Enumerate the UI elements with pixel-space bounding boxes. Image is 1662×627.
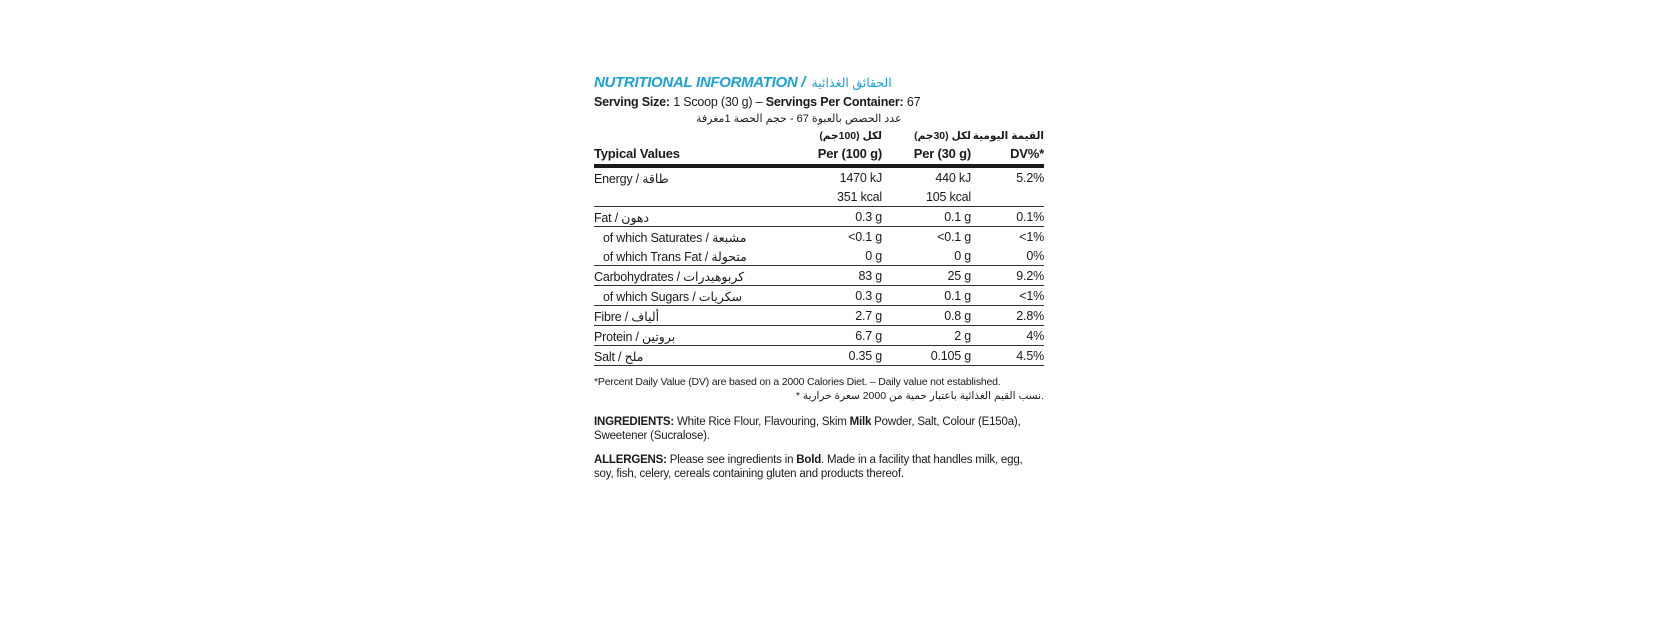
row-per30: 0 g <box>954 249 971 263</box>
row-dv: <1% <box>1019 230 1044 244</box>
ingredients-text-b: Powder, Salt, Colour (E150a), Sweetener (Sucralose). <box>594 416 1021 442</box>
nutrition-title <box>594 74 1044 94</box>
row-dv: <1% <box>1019 289 1044 303</box>
ingredients-label: INGREDIENTS: <box>594 416 675 428</box>
row-per30: 440 kJ <box>935 171 971 185</box>
table-row <box>594 226 1044 246</box>
title-english: NUTRITIONAL INFORMATION / <box>594 74 806 91</box>
title-arabic: الحقائق الغذائية <box>811 76 892 90</box>
serving-size-label: Serving Size: <box>594 95 670 109</box>
allergens-bold: Bold <box>796 454 822 466</box>
row-label: Energy / طاقة <box>594 172 669 186</box>
row-per30: 0.1 g <box>944 289 971 303</box>
table-row <box>594 246 1044 265</box>
row-per30: 0.8 g <box>944 309 971 323</box>
row-per30: 2 g <box>954 329 971 343</box>
nutrition-panel <box>594 74 1044 481</box>
row-label: of which Sugars / سكريات <box>603 290 743 304</box>
table-row <box>594 187 1044 206</box>
row-label: of which Trans Fat / متحولة <box>603 250 747 264</box>
table-row <box>594 285 1044 305</box>
row-label: Fibre / ألياف <box>594 310 660 324</box>
ingredients-bold: Milk <box>849 416 872 428</box>
row-label: of which Saturates / مشبعة <box>603 231 747 245</box>
row-per100: 6.7 g <box>855 329 882 343</box>
col-per30-header: Per (30 g) <box>913 146 971 161</box>
ingredients-text-a: White Rice Flour, Flavouring, Skim <box>674 416 850 428</box>
row-per30: 0.105 g <box>930 349 971 363</box>
row-per100: 0.3 g <box>855 289 882 303</box>
allergens <box>594 453 1044 481</box>
table-header <box>594 126 1044 164</box>
row-dv: 4% <box>1026 329 1044 343</box>
row-dv: 9.2% <box>1016 269 1044 283</box>
row-per30: 105 kcal <box>926 190 971 204</box>
row-dv: 2.8% <box>1016 309 1044 323</box>
table-row <box>594 345 1044 366</box>
table-row <box>594 265 1044 285</box>
row-label: Salt / ملح <box>594 350 644 364</box>
row-per100: 351 kcal <box>837 190 882 204</box>
row-per30: 25 g <box>947 269 971 283</box>
table-row <box>594 325 1044 345</box>
allergens-label: ALLERGENS: <box>594 454 667 466</box>
table-row <box>594 168 1044 187</box>
row-per100: 0.3 g <box>855 210 882 224</box>
row-dv: 4.5% <box>1016 349 1044 363</box>
row-per30: 0.1 g <box>944 210 971 224</box>
nutrition-table <box>594 168 1044 366</box>
row-dv: 0.1% <box>1016 210 1044 224</box>
row-per100: 0.35 g <box>848 349 882 363</box>
servings-per-container-value: 67 <box>906 95 921 109</box>
table-row <box>594 206 1044 226</box>
table-row <box>594 305 1044 325</box>
serving-info <box>594 95 1044 112</box>
serving-separator: – <box>755 95 763 109</box>
row-per100: <0.1 g <box>848 230 882 244</box>
allergens-text-a: Please see ingredients in <box>666 454 797 466</box>
footnote-english: *Percent Daily Value (DV) are based on a 2000 Calories Diet. – Daily value not established. <box>594 376 1001 388</box>
row-label: Carbohydrates / كربوهيدرات <box>594 270 745 284</box>
col-dv-header: DV%* <box>1010 146 1044 161</box>
row-dv: 0% <box>1026 249 1044 263</box>
col-dv-arabic: القيمة اليومية <box>972 130 1044 142</box>
footnote-arabic: * نسب القيم الغذائية باعتبار حمية من 2000 سعرة حرارية. <box>795 390 1044 402</box>
row-per100: 83 g <box>858 269 882 283</box>
row-dv: 5.2% <box>1016 171 1044 185</box>
servings-per-container-label: Servings Per Container: <box>765 95 904 109</box>
serving-size-value: 1 Scoop (30 g) <box>673 95 753 109</box>
typical-values-header: Typical Values <box>594 146 680 161</box>
col-per100-arabic: لكل (100جم) <box>819 130 882 142</box>
row-per100: 2.7 g <box>855 309 882 323</box>
row-per30: <0.1 g <box>937 230 971 244</box>
col-per100-header: Per (100 g) <box>817 146 882 161</box>
allergens-text-b: . Made in a facility that handles milk, egg, soy, fish, celery, cereals containing gluten and products thereof. <box>594 454 1023 480</box>
col-per30-arabic: لكل (30جم) <box>914 130 971 142</box>
row-per100: 1470 kJ <box>839 171 882 185</box>
ingredients <box>594 415 1044 443</box>
row-per100: 0 g <box>865 249 882 263</box>
serving-info-arabic: عدد الحصص بالعبوة 67 - حجم الحصة 1مغرفة <box>696 113 902 125</box>
row-label: Fat / دهون <box>594 211 650 225</box>
row-label: Protein / بروتين <box>594 330 676 344</box>
